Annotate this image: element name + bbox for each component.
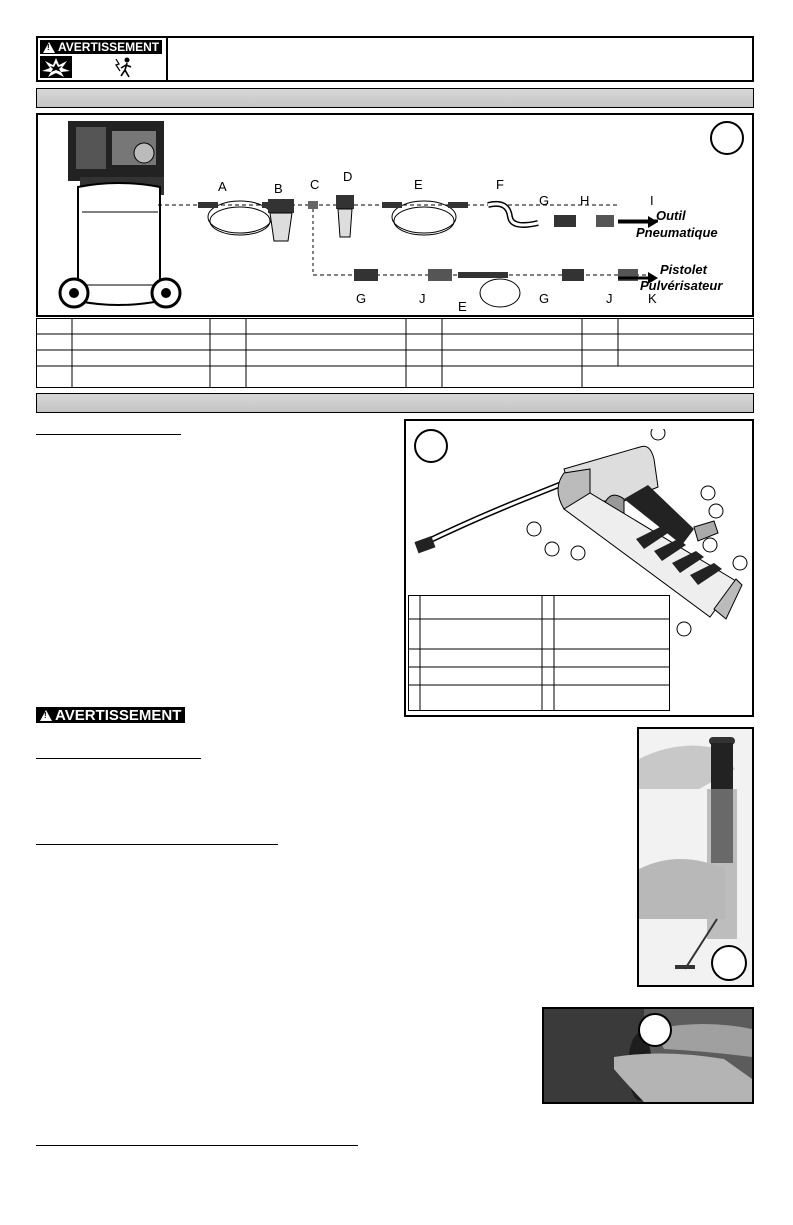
warning-box <box>36 36 754 82</box>
callout-e-top: E <box>414 177 423 192</box>
section-bar-2 <box>36 393 754 413</box>
upper-hose-chain <box>158 195 658 315</box>
figure-number-circle-4 <box>638 1013 672 1047</box>
gun-label-line2: Pulvérisateur <box>640 278 723 293</box>
callout-h: H <box>580 193 590 208</box>
warning-badge <box>40 40 162 54</box>
subheading-underline-4 <box>36 1145 358 1146</box>
callout-j-2: J <box>606 291 613 306</box>
explosion-hazard-icon <box>40 56 72 78</box>
arrow-to-tool-icon <box>618 215 658 229</box>
subheading-underline-3 <box>36 844 278 845</box>
callout-k: K <box>648 291 657 306</box>
section-bar-1 <box>36 88 754 108</box>
parts-legend-table <box>36 318 754 388</box>
air-system-diagram <box>36 113 754 317</box>
warning-label-2: AVERTISSEMENT <box>55 706 182 724</box>
callout-a: A <box>218 179 227 194</box>
warning-badge-2 <box>36 707 185 723</box>
callout-g-top: G <box>539 193 550 208</box>
figure-number-circle <box>710 121 744 155</box>
subheading-underline-2 <box>36 758 201 759</box>
grease-gun-figure <box>404 419 754 717</box>
callout-i: I <box>650 193 654 208</box>
gun-parts-table <box>408 595 670 711</box>
callout-f: F <box>496 177 504 192</box>
warning-triangle-icon <box>40 710 52 721</box>
callout-e-bottom: E <box>458 299 467 314</box>
callout-c: C <box>310 177 320 192</box>
callout-g-bottom-2: G <box>539 291 550 306</box>
warning-icons-panel <box>38 38 168 80</box>
tool-label-line1: Outil <box>656 208 686 223</box>
callout-j-1: J <box>419 291 426 306</box>
loading-photo <box>637 727 754 987</box>
subheading-underline-1 <box>36 434 181 435</box>
warning-triangle-icon <box>43 42 55 53</box>
callout-g-bottom-1: G <box>356 291 367 306</box>
cartridge-photo <box>542 1007 754 1104</box>
tool-label-line2: Pneumatique <box>636 225 718 240</box>
callout-b: B <box>274 181 283 196</box>
gun-label-line1: Pistolet <box>660 262 707 277</box>
warning-label: AVERTISSEMENT <box>58 40 160 54</box>
electric-shock-icon <box>110 56 140 78</box>
figure-number-circle-3 <box>711 945 747 981</box>
callout-d: D <box>343 169 353 184</box>
